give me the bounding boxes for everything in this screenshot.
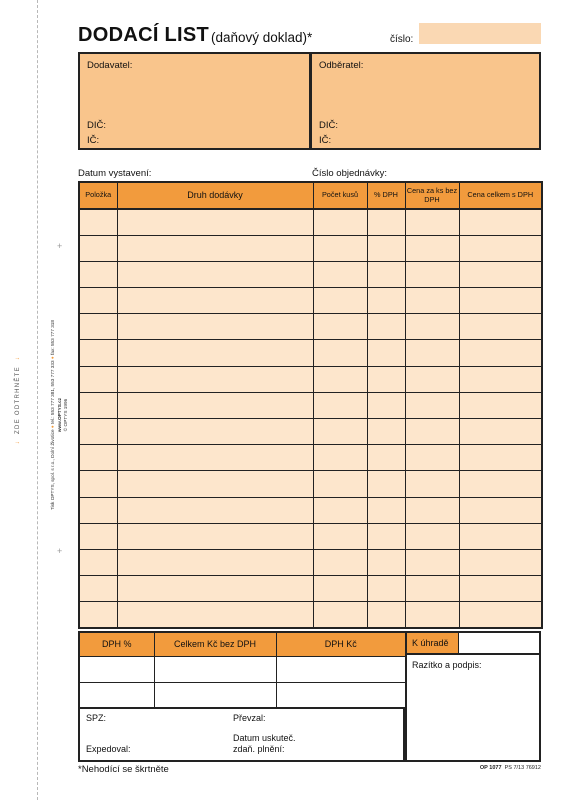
perforation-line [37, 0, 38, 800]
item-cell[interactable] [367, 288, 405, 314]
item-cell[interactable] [459, 314, 542, 340]
issue-date-label: Datum vystavení: [78, 168, 152, 179]
item-cell[interactable] [117, 288, 313, 314]
item-cell[interactable] [405, 235, 459, 261]
item-cell[interactable] [313, 523, 367, 549]
item-cell[interactable] [79, 340, 117, 366]
item-cell[interactable] [367, 392, 405, 418]
vat-cell[interactable] [154, 682, 276, 708]
customer-label: Odběratel: [319, 60, 364, 71]
item-cell[interactable] [459, 340, 542, 366]
item-row [79, 576, 542, 602]
item-cell[interactable] [367, 497, 405, 523]
tear-off-label [4, 355, 32, 445]
printer-imprint: Tisk OPTYS, spol. s r.o., Dolní Životice ● tel.: 553 777 381, 553 777 333 ● fax: 553 777 318 www.OPTYS.cz © OPTYS 1996 [50, 270, 70, 560]
item-cell[interactable] [117, 392, 313, 418]
item-cell[interactable] [313, 445, 367, 471]
document-subtitle: (daňový doklad)* [211, 30, 313, 45]
arrow-down-icon: ↓ [15, 355, 21, 361]
item-cell[interactable] [79, 471, 117, 497]
item-cell[interactable] [313, 288, 367, 314]
item-row [79, 549, 542, 575]
item-cell[interactable] [405, 340, 459, 366]
item-cell[interactable] [117, 261, 313, 287]
supplier-label: Dodavatel: [87, 60, 133, 71]
item-cell[interactable] [313, 602, 367, 628]
printer-copyright: © OPTYS 1996 [63, 398, 69, 432]
dispatched-by-label: Expedoval: [86, 744, 131, 754]
document-number-label: číslo: [390, 34, 414, 45]
item-cell[interactable] [459, 549, 542, 575]
item-cell[interactable] [405, 602, 459, 628]
item-cell[interactable] [313, 261, 367, 287]
item-cell[interactable] [117, 549, 313, 575]
item-cell[interactable] [117, 235, 313, 261]
vat-header-row [79, 632, 406, 656]
item-cell[interactable] [367, 445, 405, 471]
item-row [79, 366, 542, 392]
item-cell[interactable] [405, 497, 459, 523]
vat-summary-table [78, 631, 407, 709]
item-cell[interactable] [79, 366, 117, 392]
amount-due-label: K úhradě [405, 631, 459, 655]
item-row [79, 602, 542, 628]
document-title: DODACÍ LIST [78, 24, 210, 46]
column-header-vat-amount: DPH Kč [276, 632, 406, 656]
customer-box[interactable] [311, 52, 541, 150]
item-cell[interactable] [313, 549, 367, 575]
tear-off-text: ZDE ODTRHNĚTE [15, 366, 21, 434]
item-cell[interactable] [79, 523, 117, 549]
item-cell[interactable] [459, 209, 542, 235]
column-header-unit-price: Cena za ks bez DPH [405, 182, 459, 209]
item-cell[interactable] [117, 209, 313, 235]
item-cell[interactable] [313, 392, 367, 418]
item-cell[interactable] [313, 471, 367, 497]
footnote: *Nehodící se škrtněte [78, 764, 169, 775]
form-code: OP 1077 [479, 765, 502, 771]
document-number-field[interactable] [419, 23, 541, 44]
item-cell[interactable] [79, 314, 117, 340]
item-cell[interactable] [117, 340, 313, 366]
item-cell[interactable] [79, 576, 117, 602]
item-cell[interactable] [117, 471, 313, 497]
vat-cell[interactable] [79, 656, 154, 682]
item-cell[interactable] [117, 576, 313, 602]
column-header-quantity: Počet kusů [313, 182, 367, 209]
customer-dic-label: DIČ: [319, 120, 338, 131]
printer-phone: tel.: 553 777 381, 553 777 333 [50, 360, 56, 424]
item-cell[interactable] [405, 392, 459, 418]
item-cell[interactable] [367, 523, 405, 549]
item-cell[interactable] [405, 445, 459, 471]
item-cell[interactable] [313, 314, 367, 340]
item-cell[interactable] [367, 419, 405, 445]
vat-row [79, 682, 406, 708]
received-by-label: Převzal: [233, 713, 266, 723]
item-cell[interactable] [79, 497, 117, 523]
item-row [79, 288, 542, 314]
column-header-total-price: Cena celkem s DPH [459, 182, 542, 209]
item-cell[interactable] [405, 209, 459, 235]
item-cell[interactable] [459, 497, 542, 523]
item-cell[interactable] [79, 261, 117, 287]
item-cell[interactable] [405, 471, 459, 497]
item-cell[interactable] [117, 366, 313, 392]
item-cell[interactable] [405, 419, 459, 445]
column-header-total-excl-vat: Celkem Kč bez DPH [154, 632, 276, 656]
item-cell[interactable] [367, 235, 405, 261]
item-cell[interactable] [459, 445, 542, 471]
item-cell[interactable] [459, 523, 542, 549]
items-table [78, 181, 543, 629]
column-header-vat-rate: % DPH [367, 182, 405, 209]
printer-name: Tisk OPTYS, spol. s r.o., Dolní Životice [50, 429, 56, 511]
item-cell[interactable] [405, 288, 459, 314]
item-row [79, 523, 542, 549]
item-cell[interactable] [117, 314, 313, 340]
item-cell[interactable] [367, 602, 405, 628]
item-cell[interactable] [367, 471, 405, 497]
registration-mark-icon: + [57, 241, 63, 251]
item-row [79, 419, 542, 445]
vat-cell[interactable] [276, 682, 406, 708]
stamp-signature-label: Razítko a podpis: [412, 660, 482, 670]
item-cell[interactable] [459, 602, 542, 628]
item-cell[interactable] [367, 366, 405, 392]
item-row [79, 392, 542, 418]
item-row [79, 445, 542, 471]
items-header-row [79, 182, 542, 209]
item-cell[interactable] [405, 523, 459, 549]
supplier-ic-label: IČ: [87, 135, 100, 146]
item-cell[interactable] [313, 419, 367, 445]
order-number-label: Číslo objednávky: [312, 168, 387, 179]
item-row [79, 471, 542, 497]
vat-cell[interactable] [154, 656, 276, 682]
item-cell[interactable] [459, 288, 542, 314]
column-header-item: Položka [79, 182, 117, 209]
item-cell[interactable] [313, 209, 367, 235]
item-cell[interactable] [367, 549, 405, 575]
printer-website: www.OPTYS.cz [56, 397, 62, 433]
column-header-vat-percent: DPH % [79, 632, 154, 656]
item-cell[interactable] [459, 261, 542, 287]
item-cell[interactable] [405, 576, 459, 602]
item-cell[interactable] [367, 261, 405, 287]
item-cell[interactable] [459, 392, 542, 418]
item-cell[interactable] [79, 445, 117, 471]
dispatch-box[interactable] [78, 709, 405, 762]
item-row [79, 209, 542, 235]
form-print-info: PS 7/13 76912 [504, 765, 541, 771]
vat-cell[interactable] [276, 656, 406, 682]
supplier-box[interactable] [78, 52, 311, 150]
item-cell[interactable] [79, 392, 117, 418]
item-cell[interactable] [79, 419, 117, 445]
amount-due-field[interactable] [459, 631, 541, 655]
item-cell[interactable] [79, 602, 117, 628]
item-cell[interactable] [313, 340, 367, 366]
item-cell[interactable] [79, 549, 117, 575]
item-cell[interactable] [459, 419, 542, 445]
item-row [79, 340, 542, 366]
column-header-description: Druh dodávky [117, 182, 313, 209]
item-row [79, 235, 542, 261]
item-row [79, 497, 542, 523]
printer-fax: fax: 553 777 318 [50, 319, 56, 355]
item-cell[interactable] [367, 340, 405, 366]
customer-ic-label: IČ: [319, 135, 332, 146]
item-cell[interactable] [367, 209, 405, 235]
item-row [79, 261, 542, 287]
taxable-supply-date-label: Datum uskuteč. zdaň. plnění: [233, 733, 296, 754]
item-cell[interactable] [117, 602, 313, 628]
vat-cell[interactable] [79, 682, 154, 708]
item-cell[interactable] [79, 235, 117, 261]
vehicle-plate-label: SPZ: [86, 713, 107, 723]
registration-mark-icon: + [57, 546, 63, 556]
item-cell[interactable] [459, 471, 542, 497]
item-cell[interactable] [79, 209, 117, 235]
item-cell[interactable] [367, 314, 405, 340]
item-cell[interactable] [117, 497, 313, 523]
item-cell[interactable] [313, 366, 367, 392]
item-cell[interactable] [117, 523, 313, 549]
item-cell[interactable] [459, 235, 542, 261]
supplier-dic-label: DIČ: [87, 120, 106, 131]
item-cell[interactable] [405, 366, 459, 392]
vat-row [79, 656, 406, 682]
item-cell[interactable] [367, 576, 405, 602]
item-cell[interactable] [313, 576, 367, 602]
item-row [79, 314, 542, 340]
product-code [480, 765, 541, 771]
arrow-down-icon: ↓ [15, 439, 21, 445]
item-cell[interactable] [79, 288, 117, 314]
item-cell[interactable] [117, 419, 313, 445]
item-cell[interactable] [459, 576, 542, 602]
stamp-signature-box[interactable] [405, 655, 541, 762]
item-cell[interactable] [405, 261, 459, 287]
item-cell[interactable] [459, 366, 542, 392]
item-cell[interactable] [405, 549, 459, 575]
item-cell[interactable] [405, 314, 459, 340]
item-cell[interactable] [117, 445, 313, 471]
item-cell[interactable] [313, 235, 367, 261]
item-cell[interactable] [313, 497, 367, 523]
